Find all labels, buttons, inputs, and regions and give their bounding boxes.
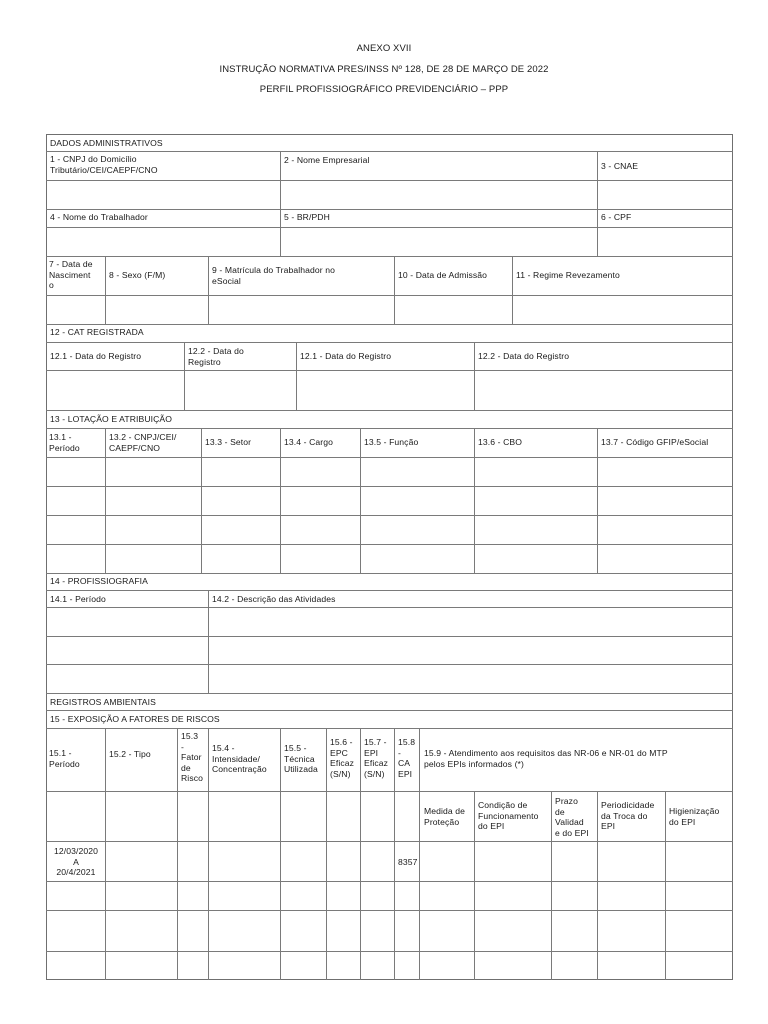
field-label-nome-empresarial: 2 - Nome Empresarial: [284, 155, 370, 165]
form-frame: [46, 134, 733, 980]
cat-col-data-registro-4: 12.2 - Data do Registro: [478, 351, 570, 361]
riscos-col-periodo: 15.1 - Período: [49, 748, 80, 769]
lotacao-col-cargo: 13.4 - Cargo: [284, 437, 333, 447]
riscos-sub-periodicidade-troca: Periodicidade da Troca do EPI: [601, 800, 655, 831]
field-label-data-nascimento: 7 - Data de Nasciment o: [49, 259, 93, 290]
cat-col-data-registro-2: 12.2 - Data do Registro: [188, 346, 244, 367]
riscos-col-ca-epi: 15.8 - CA EPI: [398, 737, 416, 779]
profissiografia-col-descricao: 14.2 - Descrição das Atividades: [212, 594, 336, 604]
riscos-row1-periodo: 12/03/2020 A 20/4/2021: [53, 846, 98, 877]
lotacao-col-funcao: 13.5 - Função: [364, 437, 419, 447]
field-label-cnpj: 1 - CNPJ do Domicílio Tributário/CEI/CAEPF/CNO: [50, 154, 158, 175]
riscos-sub-condicao-funcionamento: Condição de Funcionamento do EPI: [478, 800, 539, 831]
lotacao-col-cnpj: 13.2 - CNPJ/CEI/ CAEPF/CNO: [109, 432, 177, 453]
section-profissiografia: 14 - PROFISSIOGRAFIA: [50, 576, 148, 586]
document-title: PERFIL PROFISSIOGRÁFICO PREVIDENCIÁRIO – PPP: [259, 84, 509, 95]
section-registros-ambientais: REGISTROS AMBIENTAIS: [50, 697, 156, 707]
field-label-data-admissao: 10 - Data de Admissão: [398, 270, 488, 280]
section-lotacao-atribuicao: 13 - LOTAÇÃO E ATRIBUIÇÃO: [50, 414, 173, 424]
cat-col-data-registro-1: 12.1 - Data do Registro: [50, 351, 142, 361]
riscos-sub-higienizacao: Higienização do EPI: [669, 806, 720, 827]
field-label-regime-revezamento: 11 - Regime Revezamento: [516, 270, 620, 280]
section-cat-registrada: 12 - CAT REGISTRADA: [50, 327, 144, 337]
instruction-label: INSTRUÇÃO NORMATIVA PRES/INSS Nº 128, DE 28 DE MARÇO DE 2022: [219, 64, 549, 75]
section-dados-administrativos: DADOS ADMINISTRATIVOS: [50, 138, 163, 148]
riscos-col-tipo: 15.2 - Tipo: [109, 749, 151, 759]
lotacao-col-cbo: 13.6 - CBO: [478, 437, 522, 447]
section-exposicao-fatores-riscos: 15 - EXPOSIÇÃO A FATORES DE RISCOS: [50, 714, 220, 724]
riscos-col-epi-eficaz: 15.7 - EPI Eficaz (S/N): [364, 737, 389, 779]
riscos-sub-prazo-validade: Prazo de Validad e do EPI: [555, 796, 589, 838]
profissiografia-col-periodo: 14.1 - Período: [50, 594, 106, 604]
lotacao-col-periodo: 13.1 - Período: [49, 432, 80, 453]
field-label-sexo: 8 - Sexo (F/M): [109, 270, 166, 280]
annex-label: ANEXO XVII: [356, 43, 412, 54]
lotacao-col-setor: 13.3 - Setor: [205, 437, 252, 447]
field-label-cpf: 6 - CPF: [601, 212, 632, 222]
riscos-col-atendimento-nr: 15.9 - Atendimento aos requisitos das NR-06 e NR-01 do MTP pelos EPIs informados (*): [424, 748, 668, 769]
riscos-row1-ca-epi: 8357: [398, 857, 418, 867]
field-label-br-pdh: 5 - BR/PDH: [284, 212, 330, 222]
riscos-col-intensidade: 15.4 - Intensidade/ Concentração: [212, 743, 267, 774]
field-label-cnae: 3 - CNAE: [601, 161, 639, 171]
field-label-matricula: 9 - Matrícula do Trabalhador no eSocial: [212, 265, 336, 286]
lotacao-col-codigo-gfip: 13.7 - Código GFIP/eSocial: [601, 437, 709, 447]
riscos-col-fator-risco: 15.3 - Fator de Risco: [181, 731, 203, 783]
riscos-sub-medida-protecao: Medida de Proteção: [424, 806, 466, 827]
field-label-nome-trabalhador: 4 - Nome do Trabalhador: [50, 212, 148, 222]
cat-col-data-registro-3: 12.1 - Data do Registro: [300, 351, 392, 361]
riscos-col-epc-eficaz: 15.6 - EPC Eficaz (S/N): [330, 737, 355, 779]
riscos-col-tecnica: 15.5 - Técnica Utilizada: [284, 743, 318, 774]
